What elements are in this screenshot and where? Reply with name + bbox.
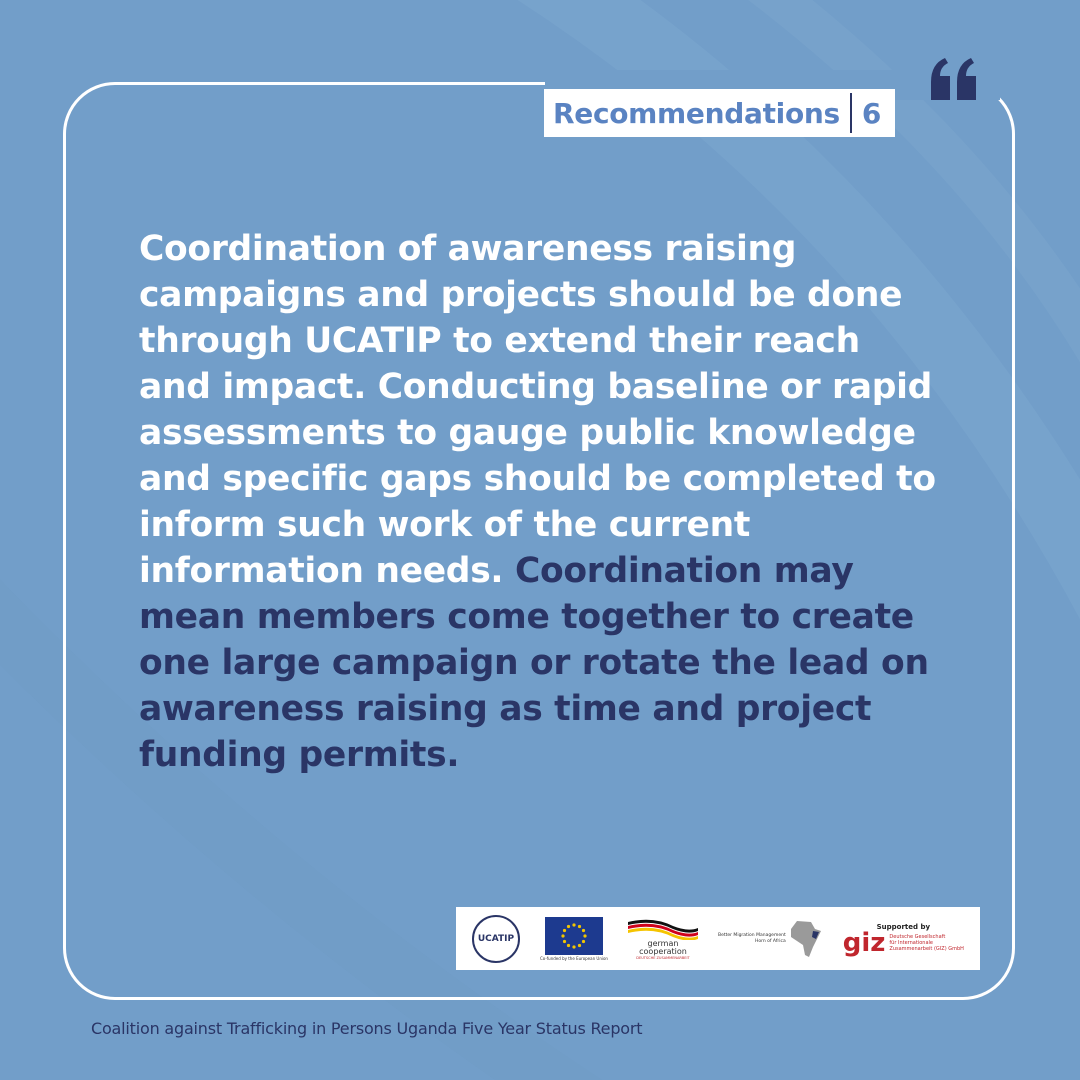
giz-line1: Deutsche Gesellschaft [889,933,946,940]
giz-supported-label: Supported by [876,922,931,931]
footer-caption: Coalition against Trafficking in Persons Uganda Five Year Status Report [91,1019,643,1038]
quote-mark-icon [929,52,979,112]
section-badge [544,89,895,137]
recommendation-text [139,226,939,778]
giz-mark: giz [842,927,886,958]
bmm-line1: Better Migration Management [718,932,786,938]
giz-line3: Zusammenarbeit (GIZ) GmbH [889,945,964,952]
eu-flag-icon [545,917,603,955]
ucatip-logo [472,915,520,963]
page-number: 6 [861,96,882,130]
bmm-line2: Horn of Africa [754,938,786,944]
africa-map-icon [789,919,823,959]
eu-caption: Co-funded by the European Union [540,955,608,961]
german-cooperation-logo [628,918,698,960]
badge-divider [850,93,852,133]
partner-logo-strip [456,907,980,970]
bmm-text [718,933,786,945]
german-flag-wave-icon [628,918,698,940]
german-cooperation-line1: german [647,938,679,948]
giz-row [842,927,964,958]
ucatip-logo-text: UCATIP [477,933,515,944]
giz-logo [842,922,964,958]
german-cooperation-line2: cooperation [639,946,687,956]
eu-logo [540,917,608,961]
giz-description [889,934,964,952]
section-title: Recommendations [553,96,840,130]
giz-line2: für Internationale [889,939,933,946]
recommendation-text-white: Coordination of awareness raising campaigns and projects should be done through UCATIP to extend their reach and impact. Conducting baseline or rapid assessments to gauge public knowledge and specific gaps should be completed to inform such work of the current information needs. [139,229,936,591]
german-cooperation-sub: DEUTSCHE ZUSAMMENARBEIT [636,955,690,960]
better-migration-management-logo [718,919,823,959]
recommendation-text-navy: Coordination may mean members come together to create one large campaign or rotate the lead on awareness raising as time and project funding permits. [139,551,929,775]
